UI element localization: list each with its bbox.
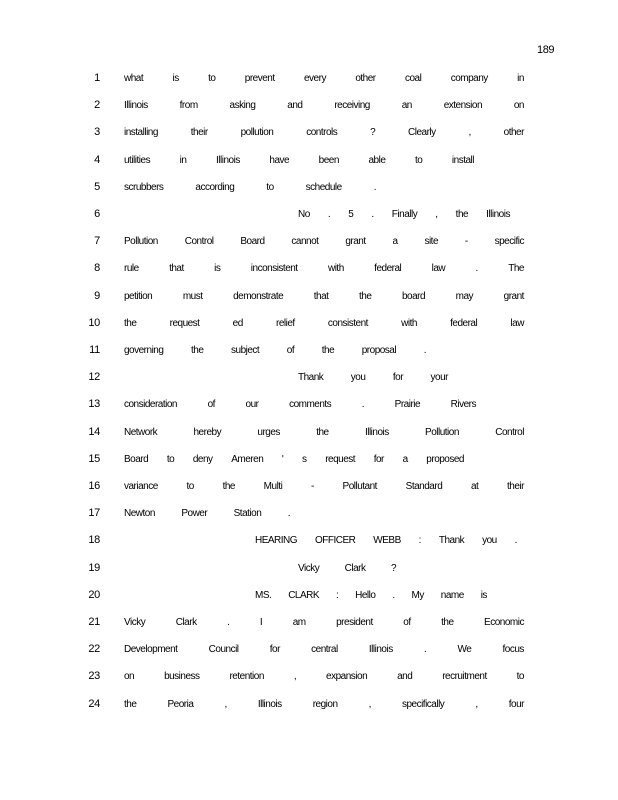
line-number: 2	[94, 99, 100, 111]
transcript-line: installing their pollution controls ? Clearly , other	[124, 127, 524, 138]
line-number: 12	[88, 371, 100, 383]
line-number: 9	[94, 290, 100, 302]
line-number: 18	[88, 534, 100, 546]
transcript-line: variance to the Multi - Pollutant Standard at their	[124, 481, 524, 492]
line-number: 20	[88, 589, 100, 601]
transcript-line: governing the subject of the proposal .	[124, 345, 426, 356]
transcript-line: Vicky Clark ?	[298, 563, 396, 574]
transcript-line: Thank you for your	[298, 372, 448, 383]
transcript-line: consideration of our comments . Prairie Rivers	[124, 399, 476, 410]
transcript-line: HEARING OFFICER WEBB : Thank you .	[255, 535, 517, 546]
transcript-line: the Peoria , Illinois region , specifically , four	[124, 699, 524, 710]
transcript-line: Illinois from asking and receiving an extension on	[124, 100, 524, 111]
line-number: 14	[88, 426, 100, 438]
line-number: 15	[88, 453, 100, 465]
line-number: 11	[89, 344, 100, 356]
transcript-line: the request ed relief consistent with federal law	[124, 318, 524, 329]
transcript-line: what is to prevent every other coal company in	[124, 73, 524, 84]
line-number: 23	[88, 670, 100, 682]
line-number: 6	[94, 208, 100, 220]
line-number: 10	[88, 317, 100, 329]
line-number: 21	[88, 616, 100, 628]
transcript-line: Pollution Control Board cannot grant a site - specific	[124, 236, 524, 247]
line-number: 5	[94, 181, 100, 193]
line-number: 22	[88, 643, 100, 655]
line-number: 17	[88, 507, 100, 519]
line-number: 7	[94, 235, 100, 247]
transcript-line: rule that is inconsistent with federal law . The	[124, 263, 524, 274]
transcript-line: Vicky Clark . I am president of the Economic	[124, 617, 524, 628]
transcript-line: petition must demonstrate that the board may grant	[124, 291, 524, 302]
transcript-line: utilities in Illinois have been able to install	[124, 155, 474, 166]
transcript-line: Newton Power Station .	[124, 508, 290, 519]
line-number: 16	[88, 480, 100, 492]
transcript-line: Network hereby urges the Illinois Pollution Control	[124, 427, 524, 438]
line-number: 19	[88, 562, 100, 574]
transcript-line: MS. CLARK : Hello . My name is	[255, 590, 487, 601]
transcript-line: scrubbers according to schedule .	[124, 182, 376, 193]
line-number: 3	[94, 126, 100, 138]
line-number: 1	[94, 72, 100, 84]
line-number: 8	[94, 262, 100, 274]
line-number: 4	[94, 154, 100, 166]
line-number: 24	[88, 698, 100, 710]
transcript-line: on business retention , expansion and recruitment to	[124, 671, 524, 682]
transcript-line: No . 5 . Finally , the Illinois	[298, 209, 510, 220]
line-number: 13	[88, 398, 100, 410]
transcript-line: Board to deny Ameren ' s request for a proposed	[124, 454, 464, 465]
transcript-line: Development Council for central Illinois . We focus	[124, 644, 524, 655]
page-number: 189	[537, 44, 555, 56]
